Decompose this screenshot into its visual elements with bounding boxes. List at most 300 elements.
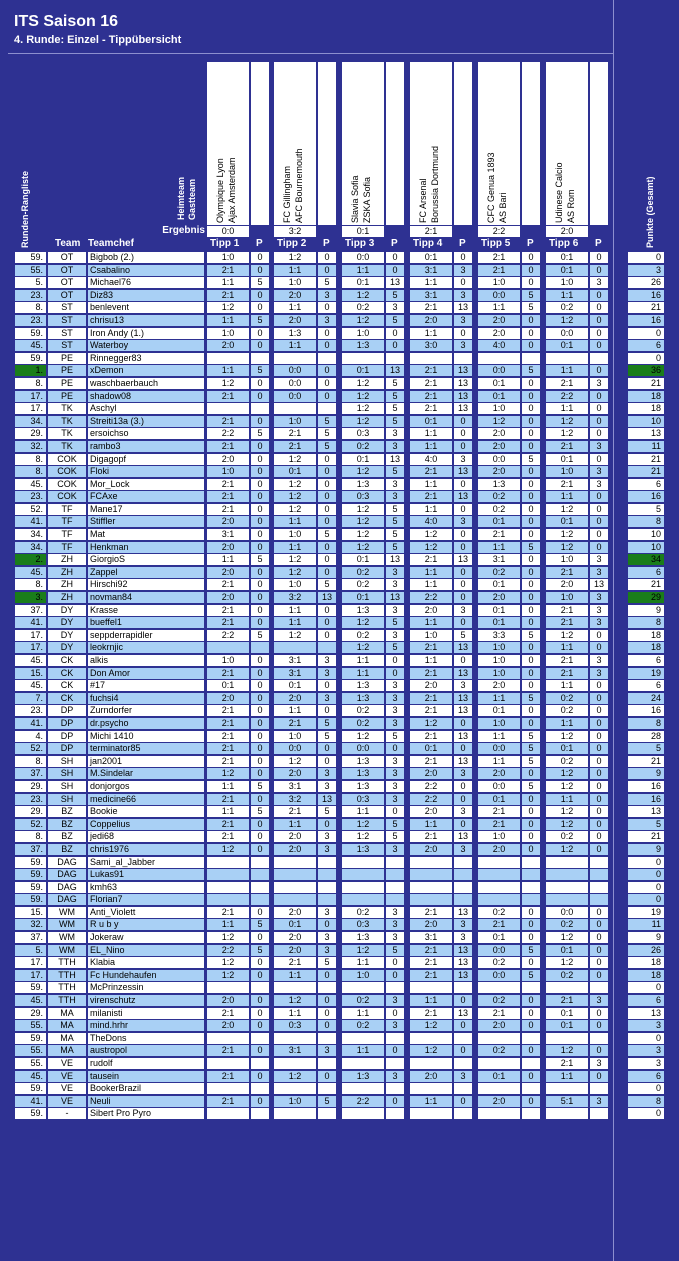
- team-cell: ST: [48, 302, 86, 313]
- total-points-cell: 0: [628, 869, 664, 880]
- tipp-cell: [274, 1033, 316, 1044]
- points-cell: 0: [454, 441, 472, 452]
- points-cell: [454, 894, 472, 905]
- tipp-cell: 1:0: [207, 252, 249, 263]
- points-cell: 0: [318, 1020, 336, 1031]
- points-cell: 0: [318, 328, 336, 339]
- tipp-cell: [342, 982, 384, 993]
- total-points-cell: 10: [628, 529, 664, 540]
- table-row: [0, 465, 679, 478]
- table-row: [0, 742, 679, 755]
- points-cell: 3: [318, 781, 336, 792]
- tipp-cell: 2:2: [546, 391, 588, 402]
- points-cell: 0: [522, 504, 540, 515]
- tipp-cell: 0:1: [478, 378, 520, 389]
- tipp-cell: 1:1: [546, 718, 588, 729]
- tipp-cell: 1:2: [342, 945, 384, 956]
- rank-cell: 17.: [15, 970, 46, 981]
- tipp-cell: 1:1: [274, 340, 316, 351]
- points-cell: 0: [318, 919, 336, 930]
- total-points-cell: 16: [628, 315, 664, 326]
- tipp-cell: 1:2: [274, 479, 316, 490]
- teamchef-cell: Bigbob (2.): [88, 252, 204, 263]
- points-cell: 0: [590, 781, 608, 792]
- team-cell: VE: [48, 1096, 86, 1107]
- tipp-cell: 1:2: [410, 529, 452, 540]
- points-cell: 13: [318, 794, 336, 805]
- team-cell: DP: [48, 731, 86, 742]
- points-cell: 13: [386, 554, 404, 565]
- tipp-table: [0, 251, 679, 1120]
- total-points-cell: 11: [628, 919, 664, 930]
- tipp-cell: 0:2: [342, 995, 384, 1006]
- tipp-cell: 1:1: [546, 1071, 588, 1082]
- team-cell: COK: [48, 454, 86, 465]
- total-points-cell: 10: [628, 542, 664, 553]
- points-cell: 0: [251, 592, 269, 603]
- table-row: [0, 515, 679, 528]
- table-row: [0, 944, 679, 957]
- tipp-cell: 0:0: [274, 743, 316, 754]
- tipp-cell: 1:2: [342, 466, 384, 477]
- total-points-cell: 13: [628, 806, 664, 817]
- team-cell: WM: [48, 932, 86, 943]
- table-row: [0, 503, 679, 516]
- teamchef-cell: donjorgos: [88, 781, 204, 792]
- table-row: [0, 339, 679, 352]
- points-cell: 5: [386, 466, 404, 477]
- points-cell: 5: [386, 819, 404, 830]
- tipp-cell: 2:1: [207, 1045, 249, 1056]
- total-points-cell: 0: [628, 1108, 664, 1119]
- points-cell: 3: [318, 693, 336, 704]
- points-cell: 0: [522, 265, 540, 276]
- match-header-4: [410, 62, 452, 225]
- total-points-cell: 6: [628, 995, 664, 1006]
- points-cell: 13: [454, 970, 472, 981]
- tipp-cell: 1:1: [478, 302, 520, 313]
- tipp-cell: 0:0: [478, 945, 520, 956]
- points-cell: 0: [590, 932, 608, 943]
- points-cell: [522, 1083, 540, 1094]
- tipp-cell: [207, 1058, 249, 1069]
- points-cell: 0: [318, 705, 336, 716]
- points-cell: [386, 857, 404, 868]
- tipp-cell: 1:0: [274, 529, 316, 540]
- tipp-cell: 2:1: [410, 970, 452, 981]
- total-points-cell: 18: [628, 642, 664, 653]
- points-cell: 0: [590, 542, 608, 553]
- points-cell: 5: [386, 945, 404, 956]
- points-cell: 0: [251, 768, 269, 779]
- rank-cell: 8.: [15, 466, 46, 477]
- points-cell: 0: [522, 668, 540, 679]
- points-cell: 5: [386, 290, 404, 301]
- tipp-cell: [274, 869, 316, 880]
- points-cell: 0: [590, 718, 608, 729]
- home-team-name: Slavia Sofia: [350, 175, 360, 223]
- teamchef-cell: Iron Andy (1.): [88, 328, 204, 339]
- tipp-cell: 0:1: [342, 277, 384, 288]
- tipp-cell: 2:0: [274, 844, 316, 855]
- tipp-cell: 1:2: [478, 416, 520, 427]
- tipp-cell: 1:3: [342, 693, 384, 704]
- rank-cell: 34.: [15, 542, 46, 553]
- points-cell: 3: [590, 466, 608, 477]
- rank-cell: 32.: [15, 919, 46, 930]
- points-cell: 0: [251, 567, 269, 578]
- match-header-6: [546, 62, 588, 225]
- tipp-cell: 0:2: [478, 995, 520, 1006]
- tipp-cell: 1:0: [207, 328, 249, 339]
- team-cell: OT: [48, 277, 86, 288]
- points-cell: 0: [590, 516, 608, 527]
- points-cell: 0: [386, 328, 404, 339]
- teamchef-cell: BookerBrazil: [88, 1083, 204, 1094]
- tipp-cell: [274, 1083, 316, 1094]
- points-cell: 0: [251, 932, 269, 943]
- tipp-cell: 1:2: [546, 806, 588, 817]
- points-cell: 3: [454, 265, 472, 276]
- teamchef-cell: Waterboy: [88, 340, 204, 351]
- points-cell: 0: [251, 957, 269, 968]
- tipp-cell: 2:0: [207, 542, 249, 553]
- result-cell: 0:0: [207, 226, 249, 237]
- tipp-cell: 2:1: [478, 919, 520, 930]
- home-team-name: Olympique Lyon: [215, 158, 225, 223]
- team-cell: PE: [48, 378, 86, 389]
- teamchef-cell: Sami_al_Jabber: [88, 857, 204, 868]
- total-points-cell: 13: [628, 1008, 664, 1019]
- points-cell: [590, 882, 608, 893]
- points-cell: 5: [522, 365, 540, 376]
- table-row: [0, 956, 679, 969]
- points-cell: [522, 1108, 540, 1119]
- rank-cell: 45.: [15, 655, 46, 666]
- tipp-cell: 1:2: [546, 428, 588, 439]
- teamchef-cell: alkis: [88, 655, 204, 666]
- points-cell: 0: [590, 529, 608, 540]
- table-row: [0, 1070, 679, 1083]
- points-cell: 5: [251, 277, 269, 288]
- team-cell: ST: [48, 315, 86, 326]
- tipp-cell: 1:2: [274, 630, 316, 641]
- rank-cell: 3.: [15, 592, 46, 603]
- tipp-cell: [207, 857, 249, 868]
- points-cell: 13: [454, 831, 472, 842]
- team-cell: TK: [48, 428, 86, 439]
- teamchef-cell: tausein: [88, 1071, 204, 1082]
- home-team-name: Udinese Calcio: [554, 162, 564, 223]
- tipp-cell: 0:2: [546, 970, 588, 981]
- points-cell: 0: [251, 668, 269, 679]
- tipp-cell: [207, 982, 249, 993]
- tipp-cell: 0:2: [546, 705, 588, 716]
- tipp-cell: 2:0: [410, 919, 452, 930]
- tipp-cell: 2:0: [478, 592, 520, 603]
- points-cell: 0: [454, 252, 472, 263]
- table-row: [0, 490, 679, 503]
- tipp-cell: 1:1: [546, 642, 588, 653]
- teamchef-cell: rudolf: [88, 1058, 204, 1069]
- points-cell: 0: [251, 1045, 269, 1056]
- teamchef-cell: Hirschi92: [88, 579, 204, 590]
- points-cell: 0: [590, 1020, 608, 1031]
- teamchef-cell: Digagopf: [88, 454, 204, 465]
- tipp-cell: 2:0: [207, 995, 249, 1006]
- points-cell: [590, 982, 608, 993]
- tipp-cell: [274, 642, 316, 653]
- tipp-cell: 0:1: [546, 1008, 588, 1019]
- tipp-col-header: Tipp 6: [549, 238, 579, 249]
- tipp-cell: 0:1: [478, 705, 520, 716]
- tipp-cell: [546, 857, 588, 868]
- points-cell: 13: [454, 705, 472, 716]
- total-points-cell: 36: [628, 365, 664, 376]
- teamchef-col-header: Teamchef: [88, 238, 134, 249]
- points-cell: 13: [454, 693, 472, 704]
- p-col-header: P: [256, 238, 263, 249]
- tipp-cell: 2:1: [207, 416, 249, 427]
- tipp-cell: 1:0: [546, 592, 588, 603]
- tipp-cell: 1:2: [207, 970, 249, 981]
- teamchef-cell: chrisu13: [88, 315, 204, 326]
- team-cell: MA: [48, 1033, 86, 1044]
- points-cell: 0: [522, 655, 540, 666]
- total-points-cell: 16: [628, 794, 664, 805]
- points-cell: [318, 882, 336, 893]
- team-cell: MA: [48, 1020, 86, 1031]
- tipp-cell: 2:1: [410, 731, 452, 742]
- teamchef-cell: Florian7: [88, 894, 204, 905]
- table-row: [0, 578, 679, 591]
- points-cell: 0: [251, 995, 269, 1006]
- points-cell: 5: [522, 302, 540, 313]
- points-cell: 13: [454, 945, 472, 956]
- team-cell: -: [48, 1108, 86, 1119]
- gastteam-label: Gastteam: [187, 178, 197, 220]
- tipp-cell: [207, 353, 249, 364]
- rank-cell: 41.: [15, 516, 46, 527]
- table-row: [0, 478, 679, 491]
- total-points-cell: 0: [628, 1083, 664, 1094]
- points-cell: 0: [318, 542, 336, 553]
- rank-cell: 59.: [15, 252, 46, 263]
- tipp-cell: 2:1: [478, 1008, 520, 1019]
- rank-cell: 8.: [15, 756, 46, 767]
- tipp-cell: 2:0: [478, 466, 520, 477]
- tipp-cell: 0:1: [478, 617, 520, 628]
- tipp-cell: 0:3: [342, 491, 384, 502]
- tipp-cell: 2:1: [410, 491, 452, 502]
- tipp-cell: 2:0: [478, 441, 520, 452]
- points-cell: [386, 1083, 404, 1094]
- points-cell: 0: [590, 403, 608, 414]
- points-cell: 0: [386, 743, 404, 754]
- points-cell: [251, 403, 269, 414]
- teamchef-cell: novman84: [88, 592, 204, 603]
- tipp-cell: 2:0: [207, 1020, 249, 1031]
- points-cell: 3: [386, 907, 404, 918]
- points-cell: 0: [590, 743, 608, 754]
- tipp-cell: 1:0: [478, 403, 520, 414]
- points-cell: 3: [454, 806, 472, 817]
- tipp-cell: 0:1: [546, 516, 588, 527]
- points-cell: 5: [318, 416, 336, 427]
- tipp-cell: 3:1: [410, 290, 452, 301]
- tipp-cell: 0:1: [342, 554, 384, 565]
- team-cell: ZH: [48, 567, 86, 578]
- rank-cell: 1.: [15, 365, 46, 376]
- points-cell: 0: [318, 365, 336, 376]
- result-cell: 0:1: [342, 226, 384, 237]
- points-cell: 3: [454, 919, 472, 930]
- tipp-cell: 2:1: [274, 957, 316, 968]
- team-cell: DY: [48, 642, 86, 653]
- points-cell: 13: [454, 907, 472, 918]
- total-points-cell: 3: [628, 265, 664, 276]
- teamchef-cell: Henkman: [88, 542, 204, 553]
- points-cell: [386, 982, 404, 993]
- tipp-cell: 1:3: [342, 1071, 384, 1082]
- points-cell: 5: [386, 315, 404, 326]
- rank-cell: 59.: [15, 857, 46, 868]
- teamchef-cell: seppderrapidler: [88, 630, 204, 641]
- points-cell: 0: [522, 680, 540, 691]
- points-cell: [251, 642, 269, 653]
- teamchef-cell: EL_Nino: [88, 945, 204, 956]
- tipp-cell: 1:2: [342, 617, 384, 628]
- tipp-cell: 3:1: [274, 668, 316, 679]
- total-points-cell: 34: [628, 554, 664, 565]
- tipp-cell: 2:1: [207, 705, 249, 716]
- points-cell: 0: [522, 907, 540, 918]
- table-row: [0, 1082, 679, 1095]
- tipp-cell: 1:2: [410, 1020, 452, 1031]
- points-cell: 3: [454, 315, 472, 326]
- teamchef-cell: chris1976: [88, 844, 204, 855]
- tipp-cell: [546, 1108, 588, 1119]
- points-cell: 0: [251, 328, 269, 339]
- rank-cell: 8.: [15, 378, 46, 389]
- tipp-cell: 0:2: [342, 718, 384, 729]
- rank-cell: 5.: [15, 945, 46, 956]
- tipp-cell: [207, 1083, 249, 1094]
- tipp-cell: 1:2: [342, 504, 384, 515]
- total-points-cell: 9: [628, 605, 664, 616]
- team-cell: DAG: [48, 857, 86, 868]
- tipp-cell: 0:2: [478, 957, 520, 968]
- tipp-cell: 1:2: [546, 542, 588, 553]
- table-row: [0, 352, 679, 365]
- points-cell: 0: [318, 680, 336, 691]
- tipp-cell: 0:0: [478, 781, 520, 792]
- points-cell: 3: [590, 592, 608, 603]
- teamchef-cell: FCAxe: [88, 491, 204, 502]
- total-points-cell: 9: [628, 844, 664, 855]
- teamchef-cell: Don Amor: [88, 668, 204, 679]
- points-cell: [318, 982, 336, 993]
- home-team-name: FC Arsenal: [418, 178, 428, 223]
- points-cell: [318, 1058, 336, 1069]
- points-cell: 0: [454, 655, 472, 666]
- points-cell: 0: [454, 328, 472, 339]
- points-cell: 0: [590, 680, 608, 691]
- tipp-cell: [207, 894, 249, 905]
- tipp-cell: 1:1: [342, 265, 384, 276]
- points-cell: 3: [318, 668, 336, 679]
- tipp-cell: [478, 1108, 520, 1119]
- team-cell: TTH: [48, 995, 86, 1006]
- teamchef-cell: jan2001: [88, 756, 204, 767]
- tipp-cell: 1:1: [410, 277, 452, 288]
- tipp-cell: 0:1: [478, 932, 520, 943]
- points-cell: 13: [454, 391, 472, 402]
- tipp-cell: 1:0: [207, 466, 249, 477]
- tipp-cell: [342, 1033, 384, 1044]
- points-cell: 0: [590, 693, 608, 704]
- table-row: [0, 881, 679, 894]
- tipp-cell: [546, 353, 588, 364]
- points-cell: 0: [522, 844, 540, 855]
- tipp-cell: 1:2: [207, 932, 249, 943]
- points-cell: 0: [454, 1096, 472, 1107]
- away-team-name: Ajax Amsterdam: [227, 157, 237, 223]
- rank-cell: 7.: [15, 693, 46, 704]
- points-cell: 5: [386, 378, 404, 389]
- tipp-cell: 2:0: [274, 932, 316, 943]
- tipp-cell: 1:0: [274, 1096, 316, 1107]
- total-points-cell: 26: [628, 945, 664, 956]
- points-cell: 3: [318, 932, 336, 943]
- team-cell: ZH: [48, 592, 86, 603]
- tipp-col-header: Tipp 3: [345, 238, 375, 249]
- tipp-cell: 0:2: [342, 630, 384, 641]
- teamchef-cell: rambo3: [88, 441, 204, 452]
- tipp-cell: 2:0: [478, 328, 520, 339]
- points-cell: [251, 869, 269, 880]
- points-cell: 13: [454, 957, 472, 968]
- rank-cell: 59.: [15, 982, 46, 993]
- tipp-cell: 2:0: [207, 340, 249, 351]
- points-cell: 0: [251, 441, 269, 452]
- tipp-cell: 5:1: [546, 1096, 588, 1107]
- tipp-cell: 0:2: [546, 693, 588, 704]
- points-cell: 3: [590, 1058, 608, 1069]
- team-cell: TF: [48, 504, 86, 515]
- total-points-cell: 16: [628, 491, 664, 502]
- tipp-cell: [410, 857, 452, 868]
- points-cell: 0: [251, 340, 269, 351]
- table-row: [0, 616, 679, 629]
- tipp-cell: 0:2: [478, 491, 520, 502]
- team-cell: DY: [48, 605, 86, 616]
- tipp-cell: 1:0: [207, 655, 249, 666]
- table-row: [0, 327, 679, 340]
- points-cell: [522, 1033, 540, 1044]
- points-cell: 0: [251, 1020, 269, 1031]
- tipp-cell: 1:1: [410, 504, 452, 515]
- tipp-cell: 1:2: [410, 1045, 452, 1056]
- tipp-cell: [478, 869, 520, 880]
- points-cell: 0: [386, 1045, 404, 1056]
- points-cell: 3: [454, 680, 472, 691]
- total-points-cell: 11: [628, 441, 664, 452]
- tipp-cell: 1:1: [410, 579, 452, 590]
- tipp-cell: [274, 882, 316, 893]
- tipp-cell: 1:3: [342, 844, 384, 855]
- table-row: [0, 805, 679, 818]
